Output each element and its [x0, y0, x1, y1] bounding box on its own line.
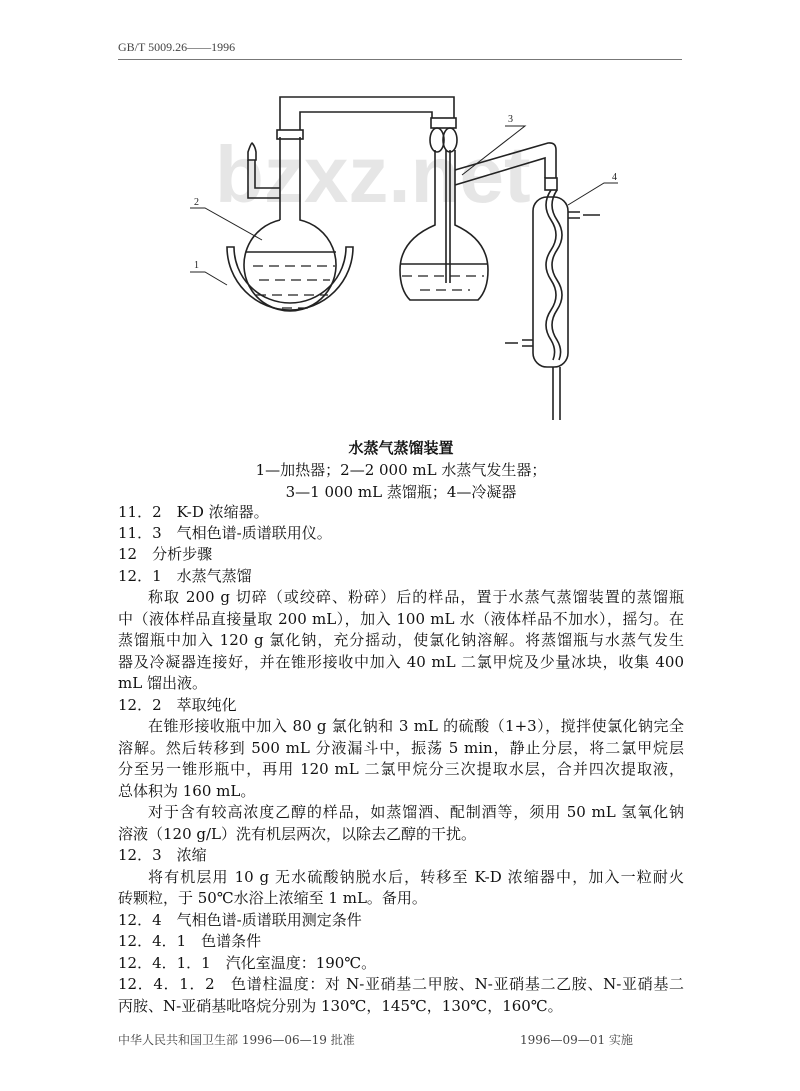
steam-tube [280, 97, 454, 130]
section-11-3: 11．3 气相色谱-质谱联用仪。 [118, 524, 332, 542]
paragraph-line: 蒸馏瓶中加入 120 g 氯化钠，充分摇动，使氯化钠溶解。将蒸馏瓶与水蒸气发生 [118, 631, 684, 649]
flask-joint [431, 118, 456, 128]
approval-date: 中华人民共和国卫生部 1996—06—19 批准 [118, 1033, 355, 1047]
paragraph-line: 称取 200 g 切碎（或绞碎、粉碎）后的样品，置于水蒸气蒸馏装置的蒸馏瓶 [148, 588, 684, 606]
paragraph-line: 溶解。然后转移到 500 mL 分液漏斗中，振荡 5 min，静止分层，将二氯甲烷层 [118, 739, 684, 757]
implementation-date: 1996—09—01 实施 [520, 1033, 633, 1047]
condenser-outlet [553, 367, 560, 420]
joint-bulb [443, 128, 457, 152]
figure-title: 水蒸气蒸馏装置 [348, 439, 454, 457]
condenser-inlet [545, 178, 557, 190]
heading-12: 12 分析步骤 [118, 545, 213, 563]
heading-12-2: 12．2 萃取纯化 [118, 696, 237, 714]
label-1: 1 [194, 260, 199, 271]
figure-legend-2: 3—1 000 mL 蒸馏瓶；4—冷凝器 [285, 483, 517, 501]
paragraph-line: mL 馏出液。 [118, 674, 207, 692]
paragraph-line: 砖颗粒，于 50℃水浴上浓缩至 1 mL。备用。 [118, 889, 427, 907]
paragraph-line: 分至另一锥形瓶中，再用 120 mL 二氯甲烷分三次提取水层，合并四次提取液， [118, 760, 684, 778]
standard-number: GB/T 5009.26——1996 [118, 40, 236, 54]
figure-legend-1: 1—加热器；2—2 000 mL 水蒸气发生器； [255, 461, 547, 479]
paragraph-line: 丙胺、N-亚硝基吡咯烷分别为 130℃，145℃，130℃，160℃。 [118, 997, 563, 1015]
heading-12-1: 12．1 水蒸气蒸馏 [118, 567, 252, 585]
section-11-2: 11．2 K-D 浓缩器。 [118, 503, 269, 521]
item-12-4-1-1: 12．4．1．1 汽化室温度：190℃。 [118, 954, 377, 972]
steam-generator-flask [244, 137, 336, 311]
item-12-4-1-2: 12．4．1．2 色谱柱温度：对 N-亚硝基二甲胺、N-亚硝基二乙胺、N-亚硝基二 [118, 975, 684, 993]
joint-bulb [430, 128, 444, 152]
liquid-hatching [402, 276, 484, 290]
paragraph-line: 在锥形接收瓶中加入 80 g 氯化钠和 3 mL 的硫酸（1+3），搅拌使氯化钠完全 [148, 717, 684, 735]
paragraph-line: 总体积为 160 mL。 [118, 782, 256, 800]
leader-lines [190, 126, 618, 285]
heading-12-3: 12．3 浓缩 [118, 846, 207, 864]
side-arm [248, 160, 280, 198]
paragraph-line: 器及冷凝器连接好，并在锥形接收中加入 40 mL 二氯甲烷及少量冰块，收集 400 [118, 653, 684, 671]
flask-joint [277, 130, 303, 139]
paragraph-line: 将有机层用 10 g 无水硫酸钠脱水后，转移至 K-D 浓缩器中，加入一粒耐火 [148, 868, 684, 886]
steam-distillation-diagram [0, 0, 800, 430]
condenser [533, 197, 568, 367]
paragraph-line: 中（液体样品直接量取 200 mL），加入 100 mL 水（液体样品不加水），摇匀。在 [118, 610, 684, 628]
condenser-coil [546, 190, 562, 360]
distillate-tube [455, 143, 556, 185]
inner-tube [446, 150, 450, 283]
label-2: 2 [194, 197, 199, 208]
distillation-flask [400, 150, 488, 300]
paragraph-line: 溶液（120 g/L）洗有机层两次，以除去乙醇的干扰。 [118, 825, 477, 843]
paragraph-line: 对于含有较高浓度乙醇的样品，如蒸馏酒、配制酒等，须用 50 mL 氢氧化钠 [148, 803, 684, 821]
watermark: bzxz.net [215, 130, 531, 219]
label-4: 4 [612, 172, 617, 183]
stopper [248, 143, 256, 160]
heading-12-4-1: 12．4．1 色谱条件 [118, 932, 262, 950]
label-3: 3 [508, 114, 513, 125]
heading-12-4: 12．4 气相色谱-质谱联用测定条件 [118, 911, 362, 929]
